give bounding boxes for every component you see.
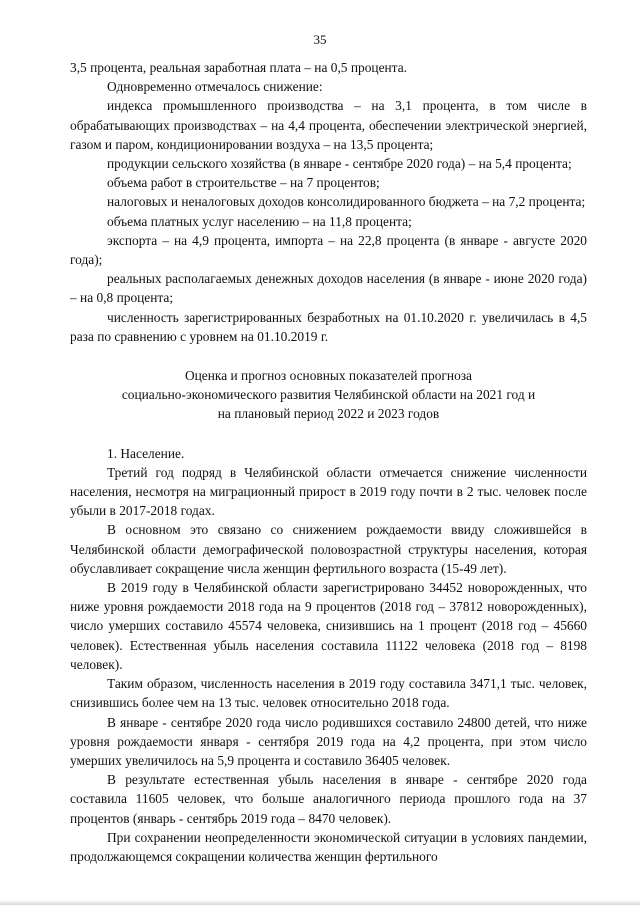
list-item-unemployed: численность зарегистрированных безработных на 01.10.2020 г. увеличилась в 4,5 раза по сравнению с уровнем на 01.10.2019 г.: [70, 309, 587, 344]
paragraph-pandemic: При сохранении неопределенности экономической ситуации в условиях пандемии, продолжающемся сокращении количества женщин фертильного: [70, 829, 587, 864]
list-item-budget-revenue: налоговых и неналоговых доходов консолидированного бюджета – на 7,2 процента;: [107, 194, 586, 210]
heading-line-1: Оценка и прогноз основных показателей прогноза: [184, 368, 473, 384]
paragraph-decline-intro: Одновременно отмечалось снижение:: [107, 79, 323, 95]
list-item-export-import: экспорта – на 4,9 процента, импорта – на 22,8 процента (в январе - августе 2020 года);: [70, 232, 587, 268]
list-item-construction: объема работ в строительстве – на 7 процентов;: [107, 175, 380, 191]
paragraph-continuation: 3,5 процента, реальная заработная плата – на 0,5 процента.: [70, 60, 407, 75]
paragraph-population-2019: Таким образом, численность населения в 2019 году составила 3471,1 тыс. человек, снизившись более чем на 13 тыс. человек относительно 2018 года.: [70, 676, 587, 711]
paragraph-natural-decline: В результате естественная убыль населения в январе - сентябре 2020 года составила 11605 человек, что больше аналогичного периода прошлого года на 37 процентов (январь - сентябрь 2019 года – 8470 человек).: [70, 772, 587, 826]
paragraph-population-decline: Третий год подряд в Челябинской области отмечается снижение численности населения, несмотря на миграционный прирост в 2019 году почти в 2 тыс. человек после убыли в 2017-2018 годах.: [70, 464, 587, 519]
list-item-real-income: реальных располагаемых денежных доходов населения (в январе - июне 2020 года) – на 0,8 процента;: [70, 271, 587, 306]
document-body: [70, 58, 587, 866]
paragraph-birth-rate: В основном это связано со снижением рождаемости ввиду сложившейся в Челябинской области демографической половозрастной структуры населения, которая обуславливает сокращение числа женщин фертильного возраста (15-49 лет).: [70, 522, 587, 576]
paragraph-2020-births: В январе - сентябре 2020 года число родившихся составило 24800 детей, что ниже уровня рождаемости января - сентября 2019 года на 4,2 процента, при этом число умерших увеличилось на 5,9 процента и составило 36405 человек.: [70, 714, 587, 768]
page-number: 35: [313, 32, 327, 47]
subsection-title: 1. Население.: [107, 445, 185, 461]
page-bottom-edge: [0, 900, 640, 905]
heading-line-2: социально-экономического развития Челябинской области на 2021 год и: [121, 387, 536, 403]
heading-line-3: на плановый период 2022 и 2023 годов: [217, 406, 440, 422]
paragraph-2019-statistics: В 2019 году в Челябинской области зарегистрировано 34452 новорожденных, что ниже уровня рождаемости 2018 года на 9 процентов (2018 год – 37812 новорожденных), число умерших составило 45574 человека, снизившись на 1 процент (2018 год – 45660 человек). Естественная убыль населения составила 11122 человека (2018 год – 8198 человек).: [70, 580, 587, 672]
section-heading: [70, 366, 587, 424]
list-item-paid-services: объема платных услуг населению – на 11,8 процента;: [107, 213, 412, 229]
list-item-agriculture: продукции сельского хозяйства (в январе - сентябре 2020 года) – на 5,4 процента;: [107, 156, 572, 172]
list-item-industrial-index: индекса промышленного производства – на 3,1 процента, в том числе в обрабатывающих производствах – на 4,4 процента, обеспечении электрической энергией, газом и паром, кондиционировании воздуха – на 13,5 процента;: [70, 98, 587, 152]
